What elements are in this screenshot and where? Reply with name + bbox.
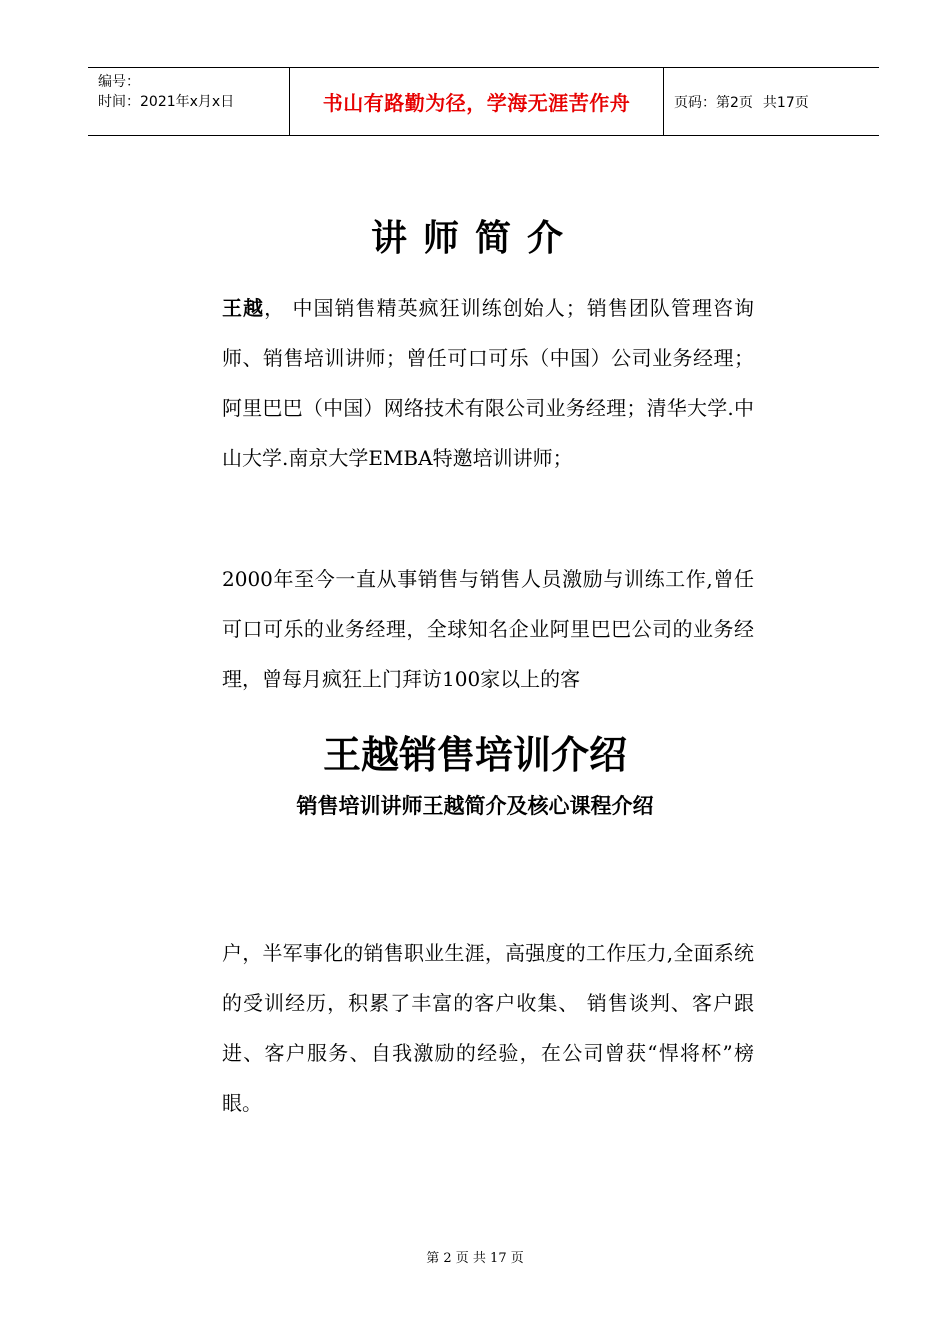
intro-paragraph-1 — [222, 283, 754, 483]
intro-paragraph-3: 户，半军事化的销售职业生涯，高强度的工作压力,全面系统的受训经历，积累了丰富的客户收集、 销售谈判、客户跟进、客户服务、自我激励的经验，在公司曾获“悍将杯”榜眼。 — [222, 941, 754, 1115]
page-total-label: 共17页 — [762, 94, 809, 111]
document-time-label: 时间：2021年x月x日 — [98, 94, 235, 110]
page-footer: 第 2 页 共 17 页 — [426, 1251, 524, 1266]
intro-paragraph-1-text: ， 中国销售精英疯狂训练创始人；销售团队管理咨询师、销售培训讲师；曾任可口可乐（中国）公司业务经理；阿里巴巴（中国）网络技术有限公司业务经理；清华大学.中山大学.南京大学EMBA特邀培训讲师； — [222, 296, 755, 470]
intro-paragraph-2: 2000年至今一直从事销售与销售人员激励与训练工作,曾任可口可乐的业务经理，全球知名企业阿里巴巴公司的业务经理，曾每月疯狂上门拜访100家以上的客 — [222, 567, 754, 691]
header-page-info — [664, 68, 879, 135]
header-motto — [290, 68, 664, 135]
instructor-intro-heading: 讲师简介 — [370, 218, 579, 259]
document-subtitle: 销售培训讲师王越简介及核心课程介绍 — [296, 794, 654, 818]
motto-text: 书山有路勤为径，学海无涯苦作舟 — [322, 91, 631, 115]
document-title: 王越销售培训介绍 — [322, 733, 627, 777]
page-header — [88, 67, 879, 136]
header-meta — [88, 68, 290, 135]
instructor-name: 王越 — [222, 296, 265, 320]
document-number-label: 编号： — [98, 74, 140, 90]
page-number-label: 页码：第2页 — [674, 94, 753, 111]
